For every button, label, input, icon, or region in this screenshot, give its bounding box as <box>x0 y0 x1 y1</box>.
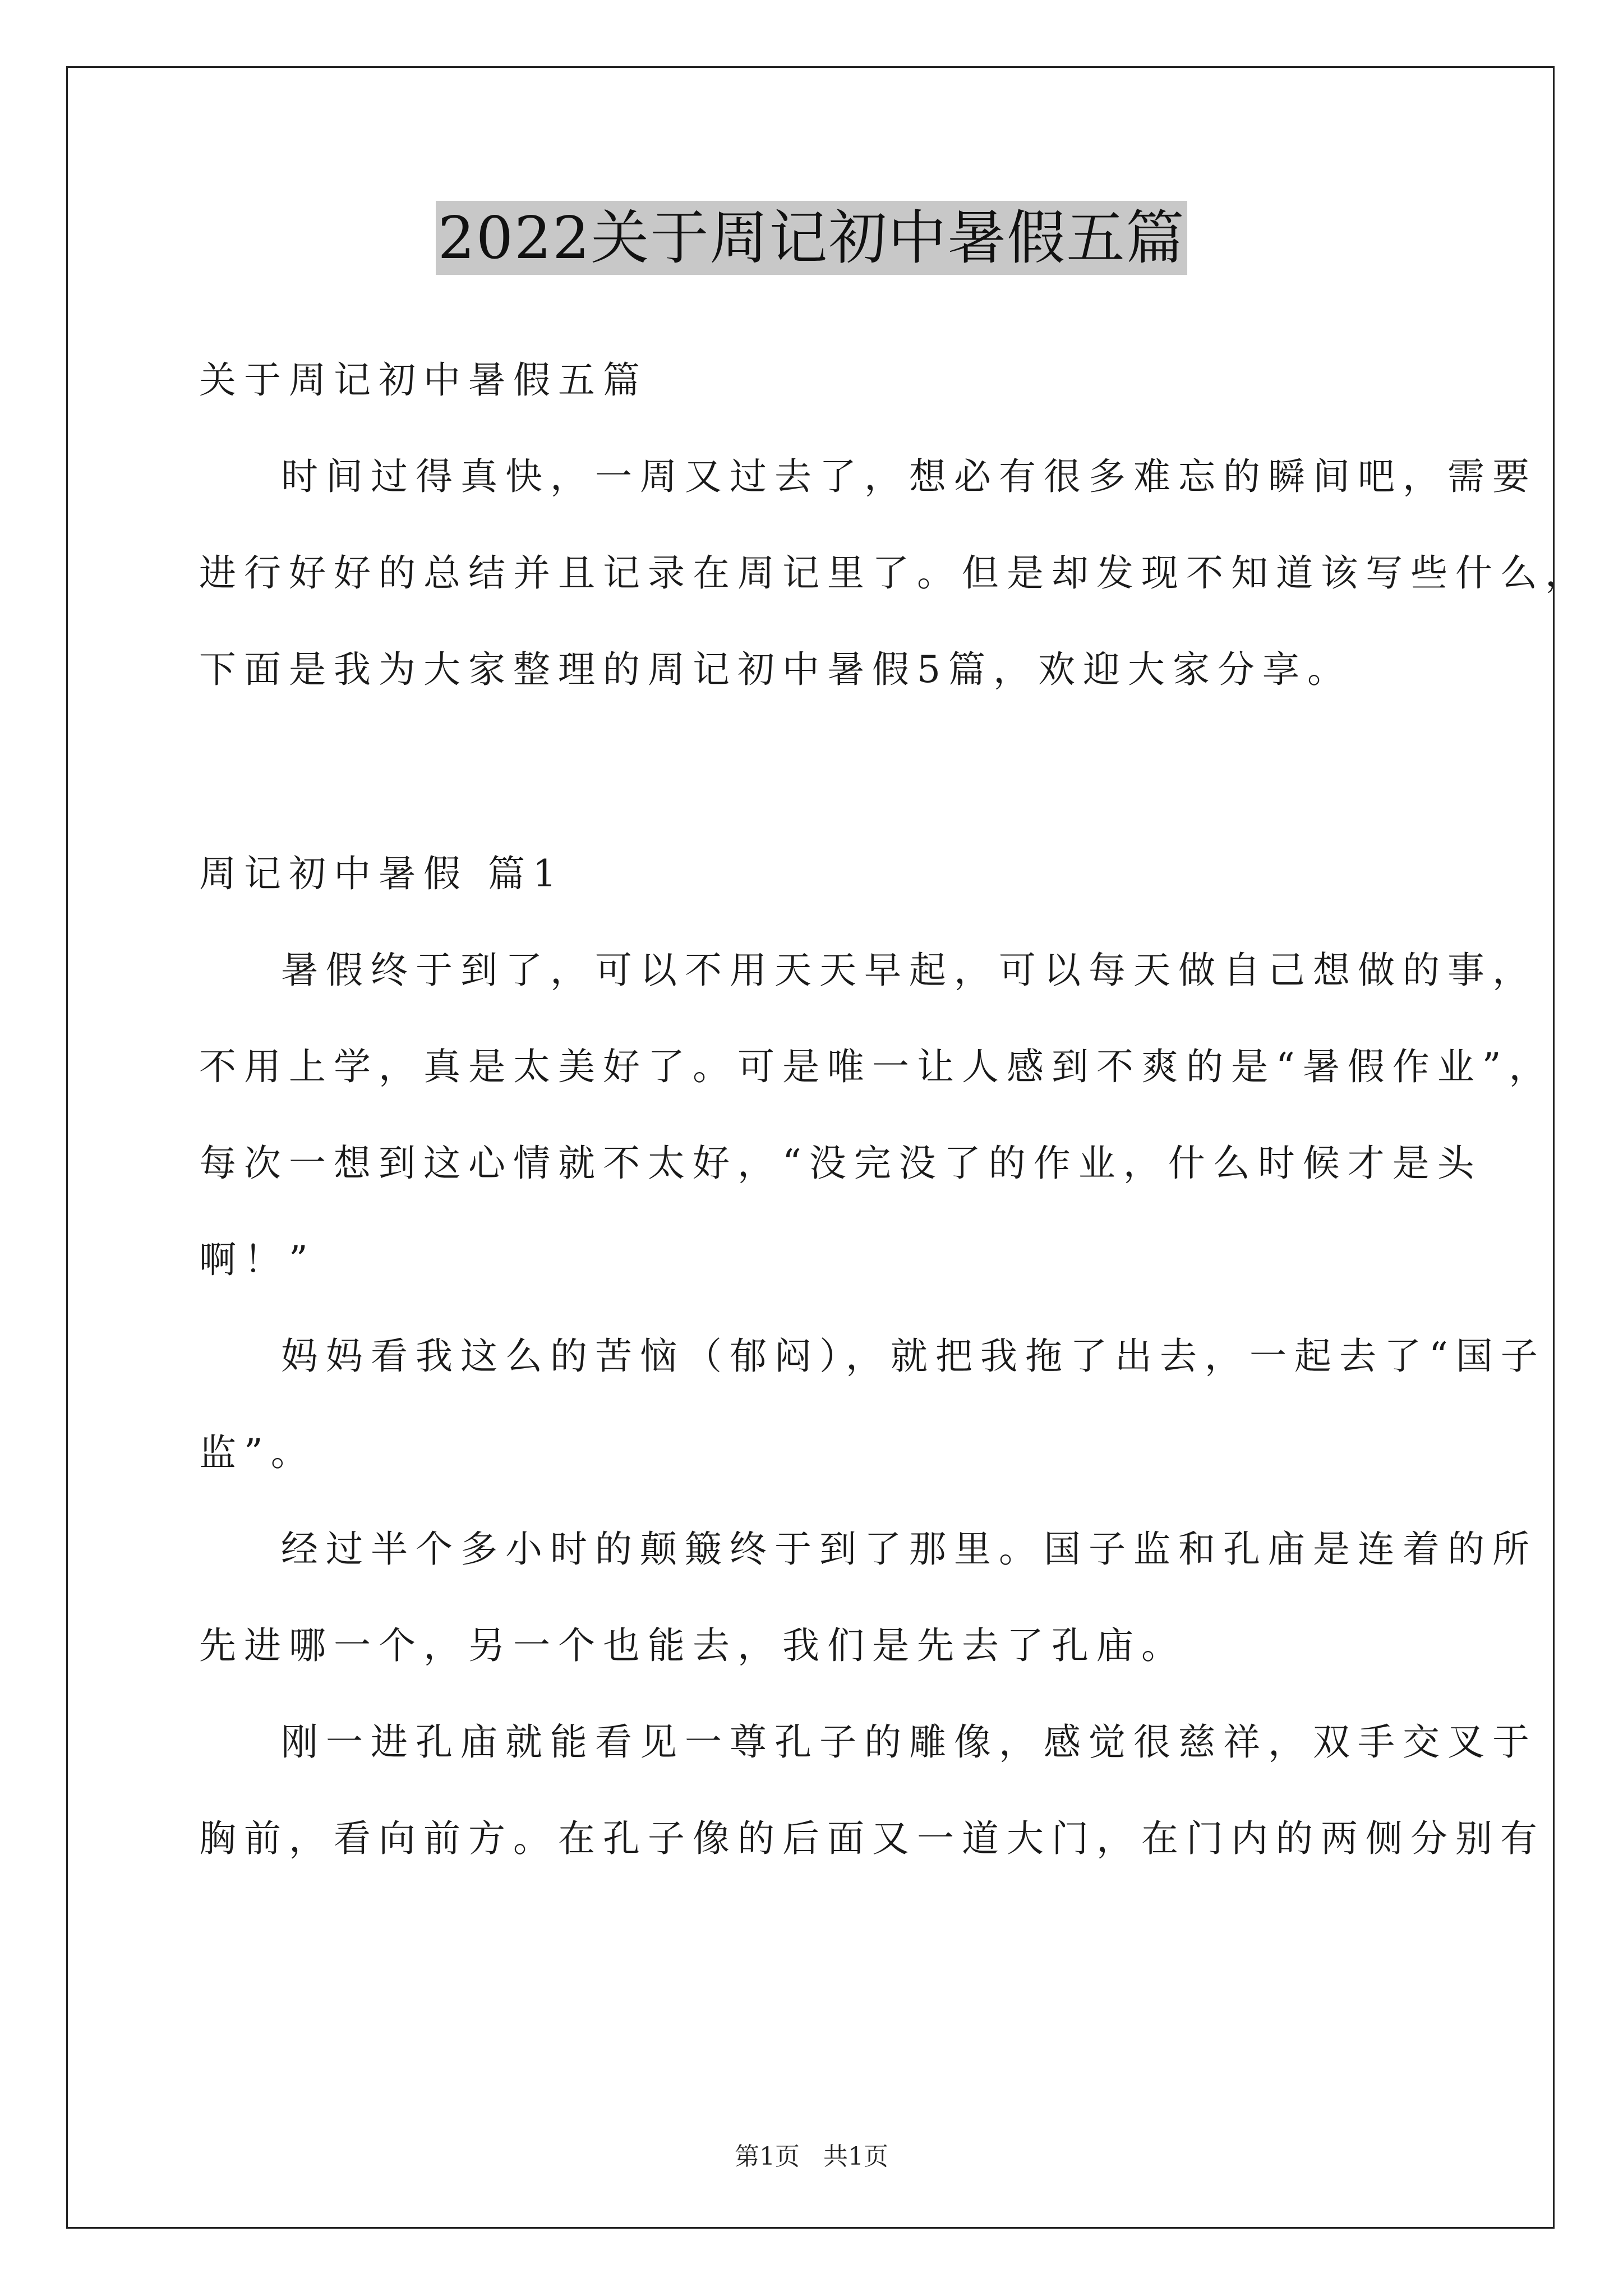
body-paragraph-line: 暑假终于到了，可以不用天天早起，可以每天做自己想做的事， <box>281 949 1537 992</box>
body-paragraph-line: 先进哪一个，另一个也能去，我们是先去了孔庙。 <box>199 1624 1186 1667</box>
body-paragraph-line: 不用上学，真是太美好了。可是唯一让人感到不爽的是“暑假作业”， <box>199 1045 1554 1088</box>
body-paragraph-line: 啊！” <box>199 1238 316 1281</box>
body-paragraph-line: 经过半个多小时的颠簸终于到了那里。国子监和孔庙是连着的所 <box>281 1527 1537 1571</box>
body-paragraph-line: 妈妈看我这么的苦恼（郁闷），就把我拖了出去，一起去了“国子 <box>281 1335 1546 1378</box>
section-spacer <box>199 739 1433 847</box>
document-subtitle: 关于周记初中暑假五篇 <box>199 358 648 402</box>
intro-paragraph-line: 下面是我为大家整理的周记初中暑假5篇，欢迎大家分享。 <box>199 648 1352 691</box>
body-paragraph-line: 胸前，看向前方。在孔子像的后面又一道大门，在门内的两侧分别有 <box>199 1817 1545 1860</box>
intro-paragraph-line: 进行好好的总结并且记录在周记里了。但是却发现不知道该写些什么， <box>199 551 1590 595</box>
title-container <box>0 201 1623 275</box>
body-paragraph-line: 监”。 <box>199 1431 316 1474</box>
section-heading: 周记初中暑假 篇1 <box>199 852 564 895</box>
document-title: 2022关于周记初中暑假五篇 <box>436 201 1188 275</box>
body-paragraph-line: 每次一想到这心情就不太好，“没完没了的作业，什么时候才是头 <box>199 1142 1482 1185</box>
page-footer: 第1页 共1页 <box>735 2142 888 2171</box>
document-body <box>199 353 1590 1908</box>
intro-paragraph-line: 时间过得真快，一周又过去了，想必有很多难忘的瞬间吧，需要 <box>281 455 1537 498</box>
body-paragraph-line: 刚一进孔庙就能看见一尊孔子的雕像，感觉很慈祥，双手交叉于 <box>281 1720 1537 1764</box>
